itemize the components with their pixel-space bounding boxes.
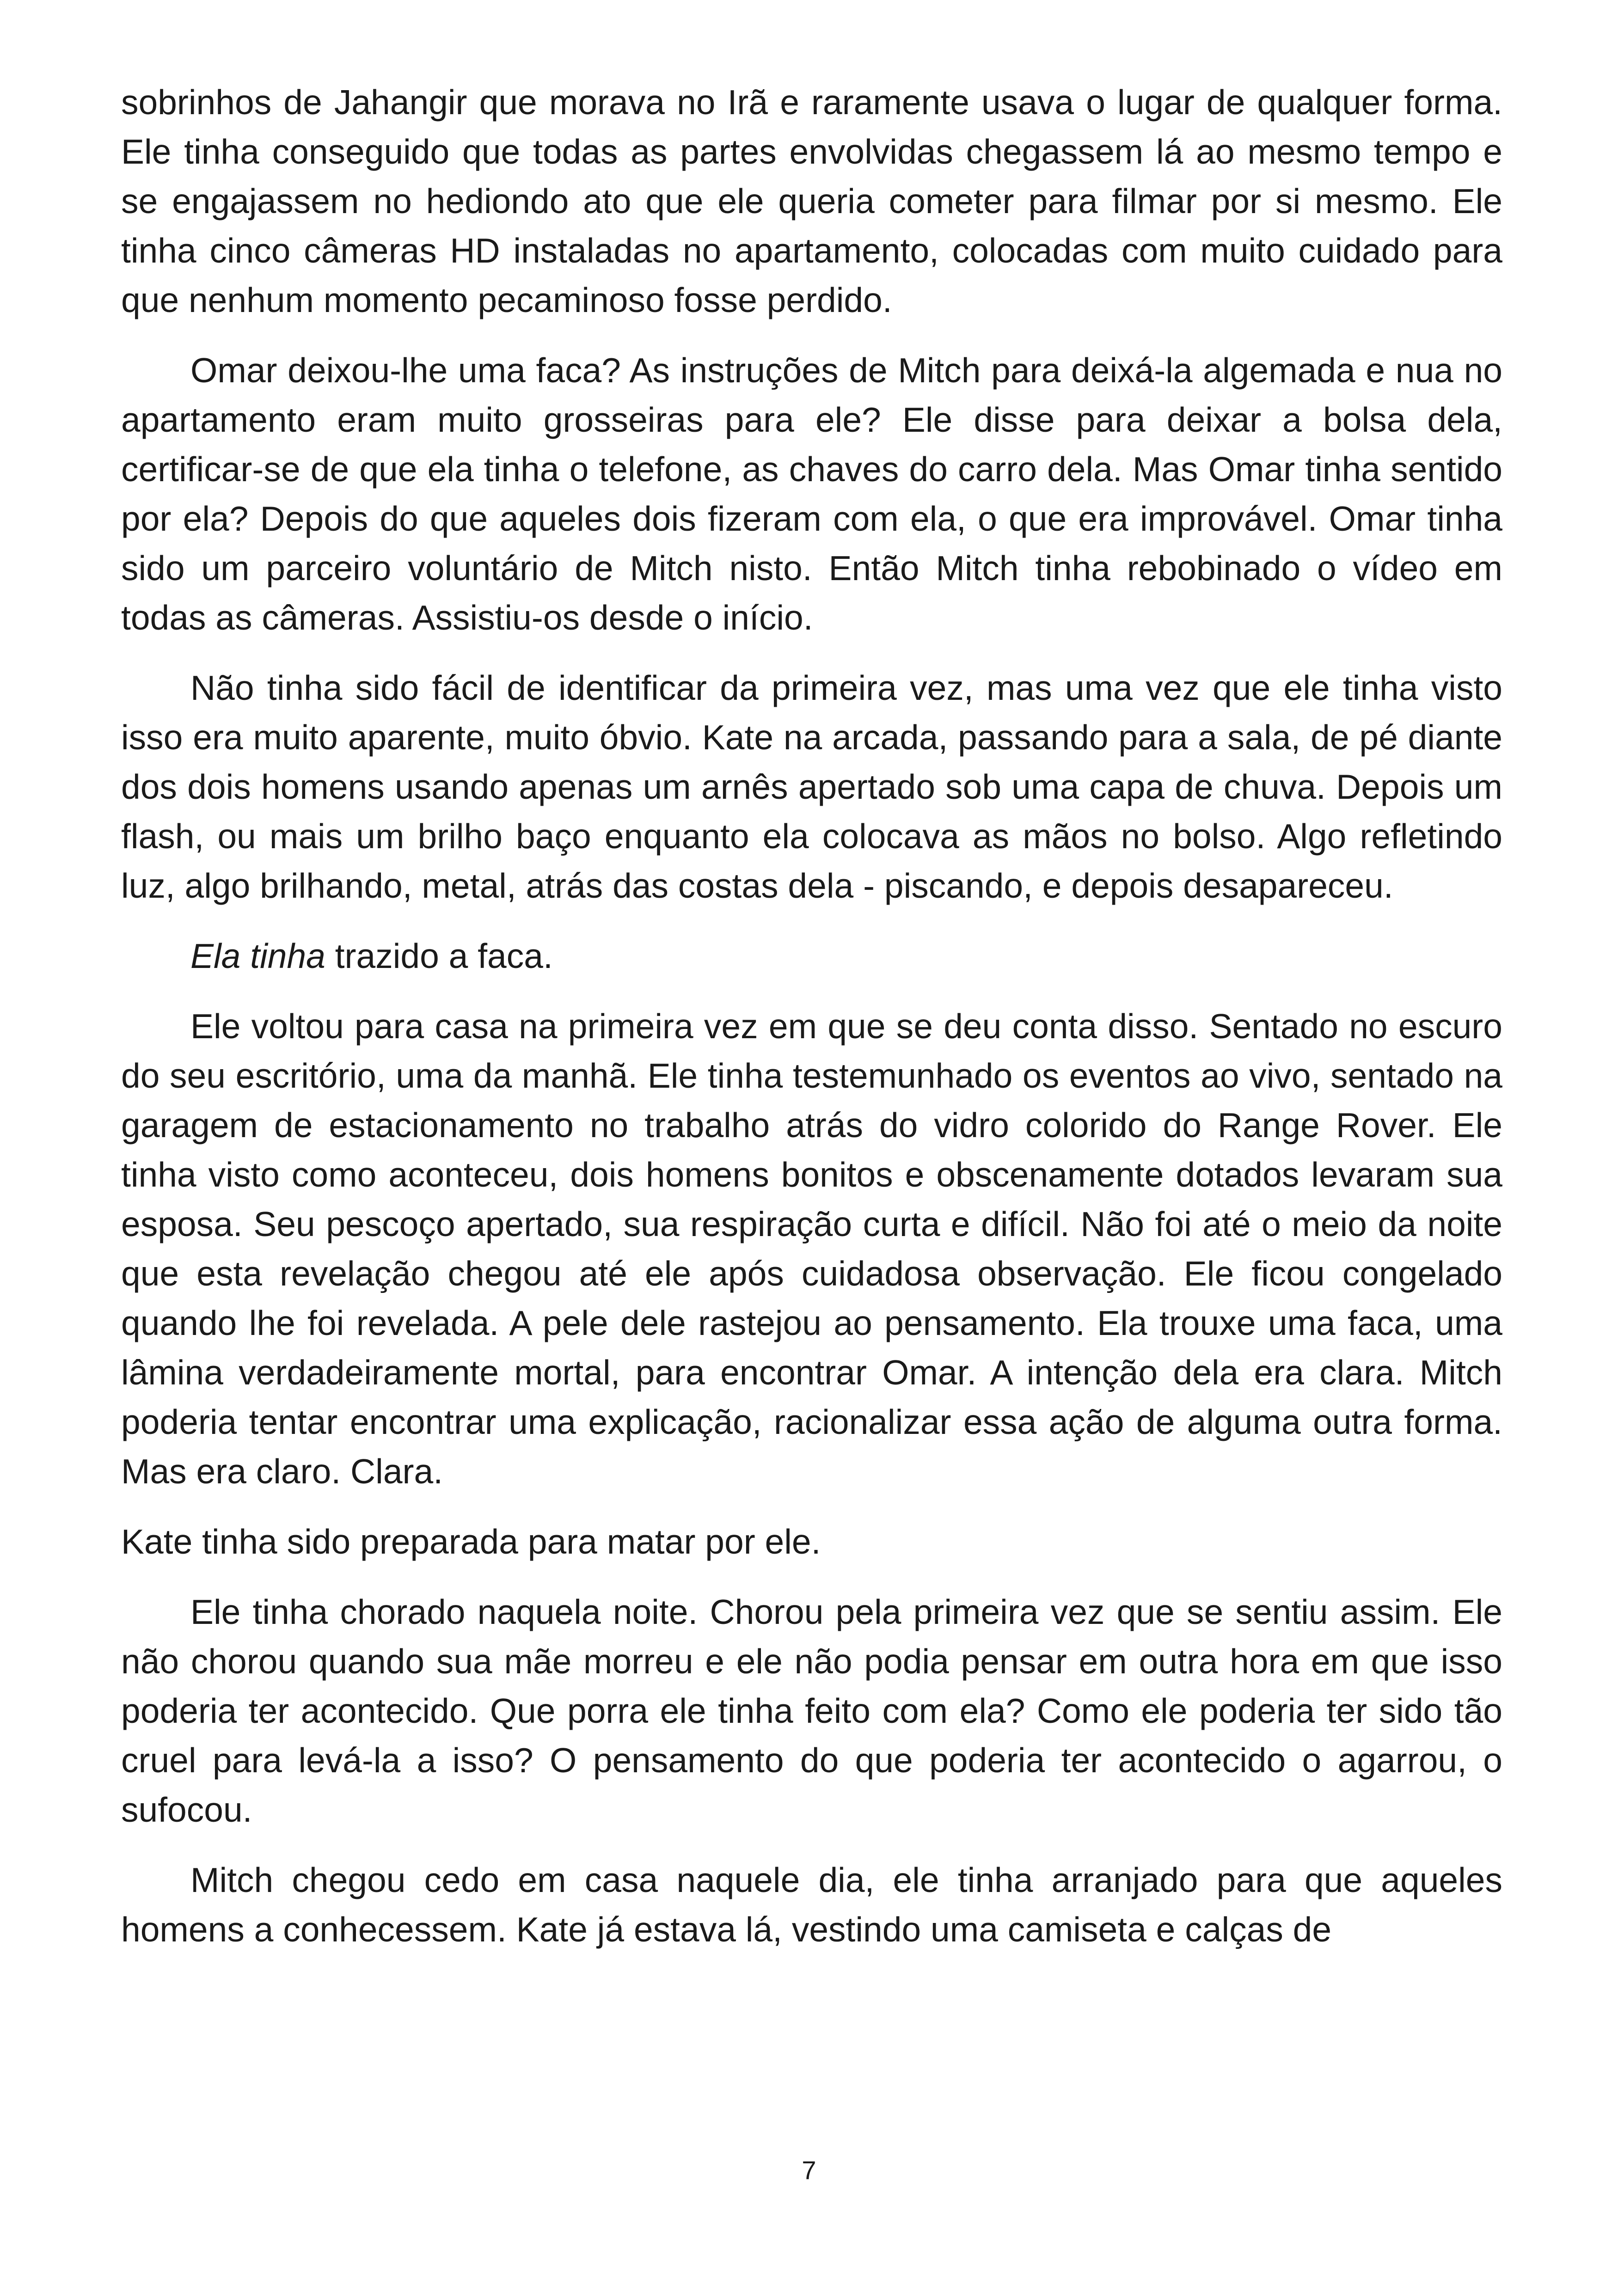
paragraph-5 (121, 1002, 1502, 1496)
paragraph-8-text: Mitch chegou cedo em casa naquele dia, ele tinha arranjado para que aqueles homens a conhecessem. Kate já estava lá, vestindo uma camiseta e calças de (121, 1861, 1502, 1949)
paragraph-7-text: Ele tinha chorado naquela noite. Chorou pela primeira vez que se sentiu assim. Ele não chorou quando sua mãe morreu e ele não podia pensar em outra hora em que isso poderia ter acontecido. Que porra ele tinha feito com ela? Como ele poderia ter sido tão cruel para levá-la a isso? O pensamento do que poderia ter acontecido o agarrou, o sufocou. (121, 1592, 1502, 1829)
paragraph-2 (121, 346, 1502, 643)
paragraph-6-text: Kate tinha sido preparada para matar por ele. (121, 1522, 821, 1561)
paragraph-4-italic-text: Ela tinha (190, 937, 325, 975)
book-page-body (121, 78, 1502, 1975)
paragraph-1-text: sobrinhos de Jahangir que morava no Irã e raramente usava o lugar de qualquer forma. Ele tinha conseguido que todas as partes envolvidas chegassem lá ao mesmo tempo e se engajassem no hediondo ato que ele queria cometer para filmar por si mesmo. Ele tinha cinco câmeras HD instaladas no apartamento, colocadas com muito cuidado para que nenhum momento pecaminoso fosse perdido. (121, 83, 1502, 319)
paragraph-6 (121, 1517, 1502, 1567)
page-number: 7 (802, 2155, 816, 2185)
paragraph-2-text: Omar deixou-lhe uma faca? As instruções de Mitch para deixá-la algemada e nua no apartamento eram muito grosseiras para ele? Ele disse para deixar a bolsa dela, certificar-se de que ela tinha o telefone, as chaves do carro dela. Mas Omar tinha sentido por ela? Depois do que aqueles dois fizeram com ela, o que era improvável. Omar tinha sido um parceiro voluntário de Mitch nisto. Então Mitch tinha rebobinado o vídeo em todas as câmeras. Assistiu-os desde o início. (121, 351, 1502, 637)
paragraph-5-text: Ele voltou para casa na primeira vez em que se deu conta disso. Sentado no escuro do seu escritório, uma da manhã. Ele tinha testemunhado os eventos ao vivo, sentado na garagem de estacionamento no trabalho atrás do vidro colorido do Range Rover. Ele tinha visto como aconteceu, dois homens bonitos e obscenamente dotados levaram sua esposa. Seu pescoço apertado, sua respiração curta e difícil. Não foi até o meio da noite que esta revelação chegou até ele após cuidadosa observação. Ele ficou congelado quando lhe foi revelada. A pele dele rastejou ao pensamento. Ela trouxe uma faca, uma lâmina verdadeiramente mortal, para encontrar Omar. A intenção dela era clara. Mitch poderia tentar encontrar uma explicação, racionalizar essa ação de alguma outra forma. Mas era claro. Clara. (121, 1007, 1502, 1491)
paragraph-3 (121, 663, 1502, 911)
paragraph-7 (121, 1587, 1502, 1835)
paragraph-4 (121, 931, 1502, 981)
paragraph-1 (121, 78, 1502, 325)
paragraph-3-text: Não tinha sido fácil de identificar da primeira vez, mas uma vez que ele tinha visto isso era muito aparente, muito óbvio. Kate na arcada, passando para a sala, de pé diante dos dois homens usando apenas um arnês apertado sob uma capa de chuva. Depois um flash, ou mais um brilho baço enquanto ela colocava as mãos no bolso. Algo refletindo luz, algo brilhando, metal, atrás das costas dela - piscando, e depois desapareceu. (121, 668, 1502, 905)
paragraph-4-text: trazido a faca. (335, 937, 553, 975)
paragraph-8 (121, 1855, 1502, 1954)
